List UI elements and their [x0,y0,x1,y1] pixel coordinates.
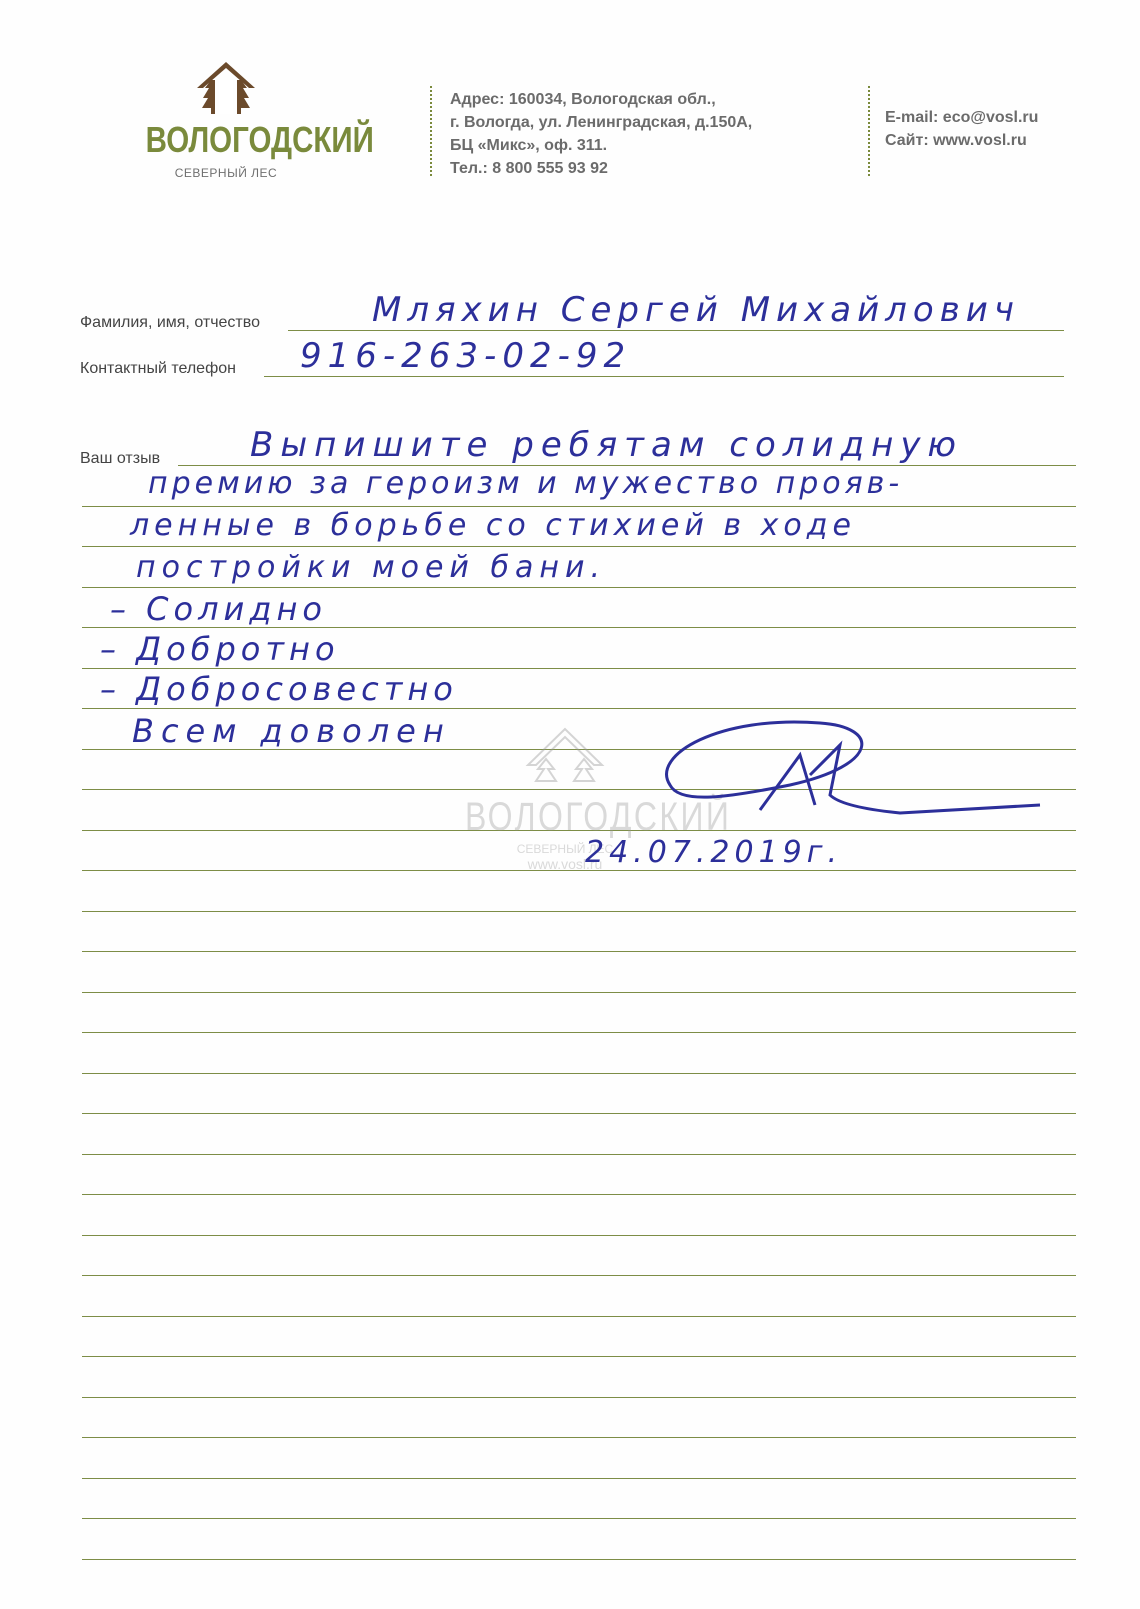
review-line [82,1235,1076,1236]
review-handwritten-line: постройки моей бани. [136,550,606,585]
review-line [82,911,1076,912]
company-address [450,88,830,180]
review-handwritten-line: ленные в борьбе со стихией в ходе [130,508,856,543]
review-line [82,1478,1076,1479]
review-label: Ваш отзыв [80,450,161,467]
review-line [82,668,1076,669]
review-line [82,1032,1076,1033]
house-tree-icon [191,58,261,116]
review-handwritten-line: премию за героизм и мужество прояв- [148,466,904,501]
review-line [82,1194,1076,1195]
phone-line: Тел.: 8 800 555 93 92 [450,160,608,177]
review-line [82,1437,1076,1438]
site-line: Сайт: www.vosl.ru [885,132,1027,149]
phone-handwritten: 916-263-02-92 [300,336,632,376]
handwritten-signature [640,715,1060,835]
header-divider-left [430,86,432,176]
name-line [288,330,1064,331]
phone-label: Контактный телефон [80,360,236,377]
watermark-name: ВОЛОГОДСКИЙ [465,795,732,839]
address-line: БЦ «Микс», оф. 311. [450,137,608,154]
watermark-url: www.vosl.ru [527,856,603,872]
review-line [82,1316,1076,1317]
company-contacts [885,106,1105,152]
review-line [82,587,1076,588]
review-handwritten-line: Выпишите ребятам солидную [250,425,964,465]
name-label: Фамилия, имя, отчество [80,314,260,331]
review-line [82,708,1076,709]
review-handwritten-line: – Солидно [110,590,327,628]
review-line [82,506,1076,507]
review-line [82,1113,1076,1114]
phone-line [264,376,1064,377]
name-handwritten: Мляхин Сергей Михайлович [372,290,1020,330]
review-line [82,1397,1076,1398]
email-line: E-mail: eco@vosl.ru [885,109,1039,126]
review-line [82,1559,1076,1560]
brand-name: ВОЛОГОДСКИЙ [145,119,374,160]
review-handwritten-line: – Добросовестно [100,670,458,708]
watermark-subtitle: СЕВЕРНЫЙ ЛЕС [516,842,614,856]
address-line: г. Вологда, ул. Ленинградская, д.150А, [450,114,753,131]
review-line [82,1356,1076,1357]
brand-subtitle: СЕВЕРНЫЙ ЛЕС [174,166,278,180]
review-line [82,992,1076,993]
review-line [82,1154,1076,1155]
address-line: Адрес: 160034, Вологодская обл., [450,91,716,108]
house-tree-icon [520,725,610,795]
review-date: 24.07.2019г. [585,835,843,870]
review-handwritten-line: – Добротно [100,630,340,668]
header-divider-right [868,86,870,176]
review-line [82,546,1076,547]
company-logo [128,58,374,188]
review-handwritten-line: Всем доволен [132,712,451,750]
review-line [82,951,1076,952]
review-line [82,1073,1076,1074]
review-line [82,1518,1076,1519]
review-line [82,1275,1076,1276]
